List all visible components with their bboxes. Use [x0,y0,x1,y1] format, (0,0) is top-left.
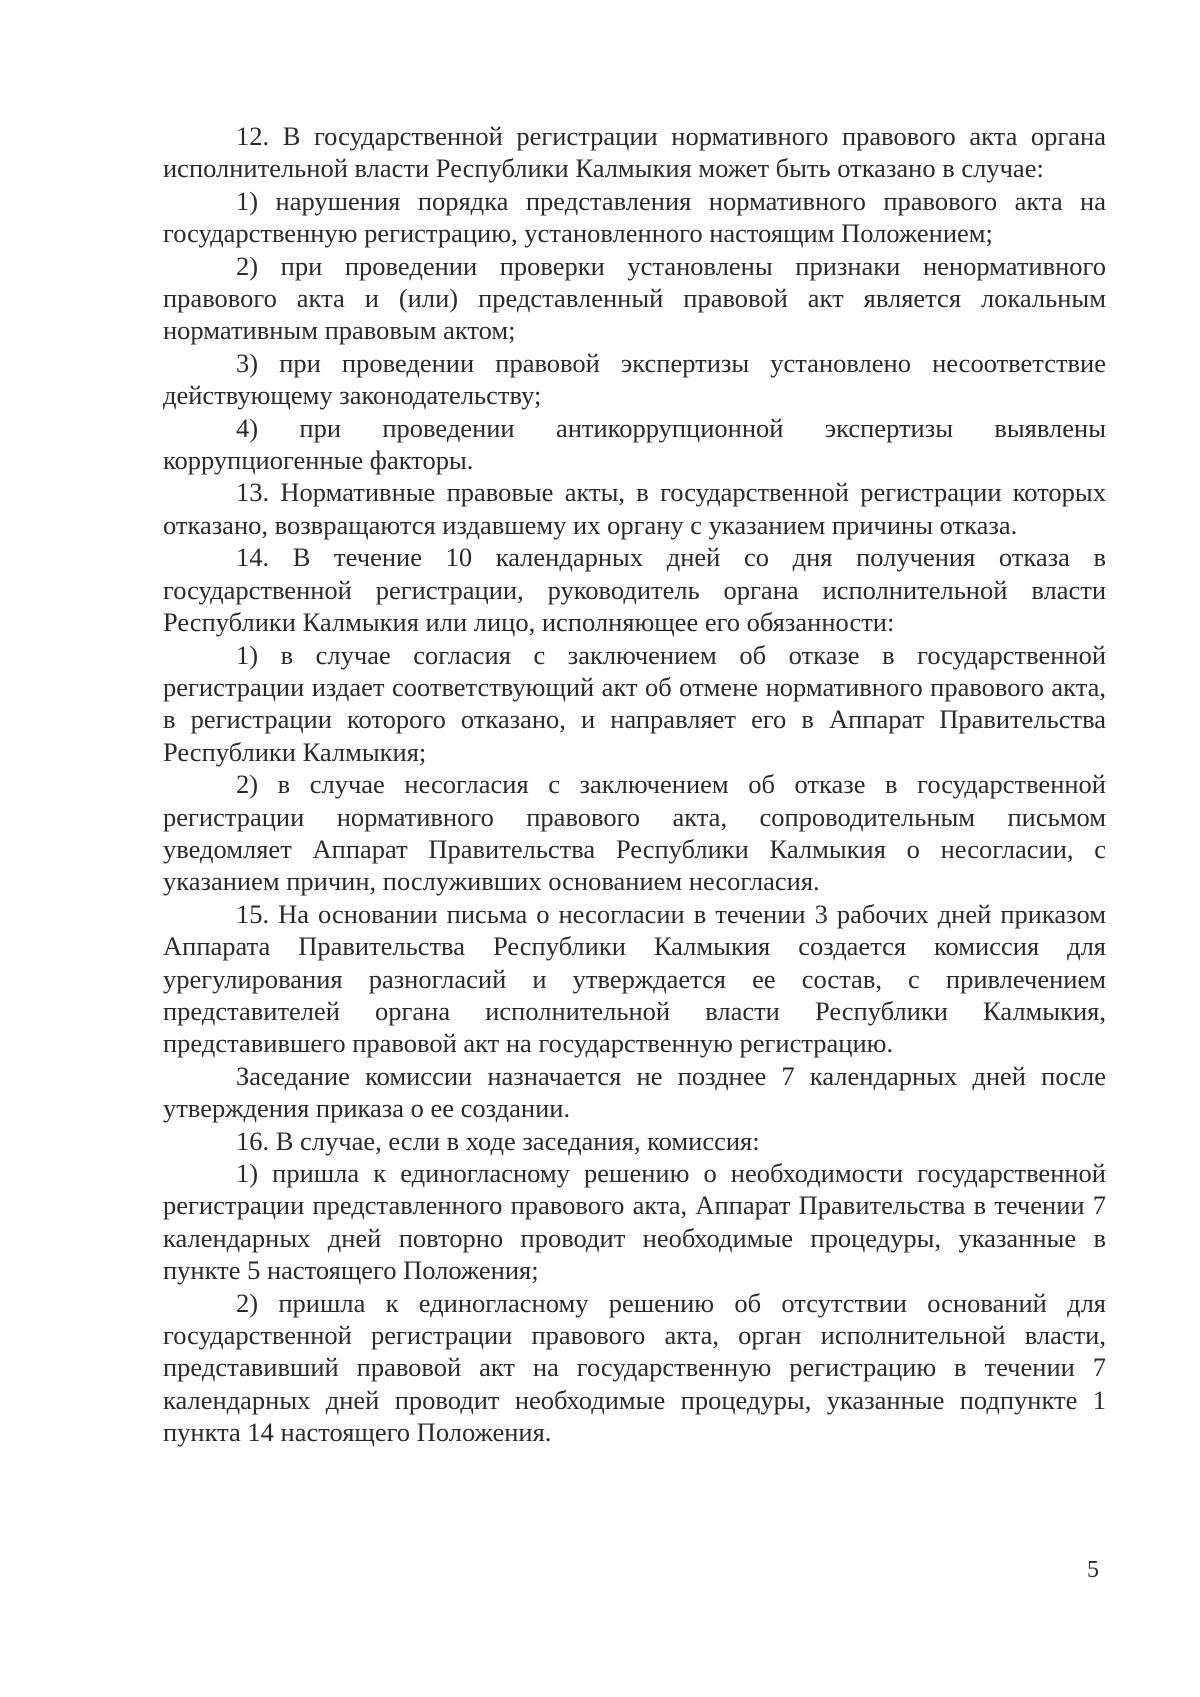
document-body [163,120,1106,1449]
paragraph-16: 16. В случае, если в ходе заседания, комиссия: [236,1125,760,1156]
paragraph-12-item-4: 4) при проведении антикоррупционной экспертизы выявлены коррупциогенные факторы. [163,412,1106,476]
paragraph-12-item-3: 3) при проведении правовой экспертизы установлено несоответствие действующему законодательству; [163,347,1106,411]
paragraph-15-continued: Заседание комиссии назначается не позднее 7 календарных дней после утверждения приказа о ее создании. [163,1060,1106,1124]
paragraph-12-item-1: 1) нарушения порядка представления нормативного правового акта на государственную регистрацию, установленного настоящим Положением; [163,185,1106,249]
paragraph-14-item-2: 2) в случае несогласия с заключением об отказе в государственной регистрации нормативного правового акта, сопроводительным письмом уведомляет Аппарат Правительства Республики Калмыкия о несогласии, с указанием причин, послуживших основанием несогласия. [163,769,1106,897]
paragraph-14: 14. В течение 10 календарных дней со дня получения отказа в государственной регистрации, руководитель органа исполнительной власти Республики Калмыкия или лицо, исполняющее его обязанности: [163,542,1106,638]
paragraph-16-item-2: 2) пришла к единогласному решению об отсутствии оснований для государственной регистрации правового акта, орган исполнительной власти, представивший правовой акт на государственную регистрацию в течении 7 календарных дней проводит необходимые процедуры, указанные подпункте 1 пункта 14 настоящего Положения. [163,1287,1106,1448]
paragraph-12: 12. В государственной регистрации нормативного правового акта органа исполнительной власти Республики Калмыкия может быть отказано в случае: [163,121,1106,184]
page-number: 5 [1087,1557,1099,1583]
paragraph-15: 15. На основании письма о несогласии в течении 3 рабочих дней приказом Аппарата Правительства Республики Калмыкия создается комиссия для урегулирования разногласий и утверждается ее состав, с привлечением представителей органа исполнительной власти Республики Калмыкия, представившего правовой акт на государственную регистрацию. [163,898,1106,1059]
paragraph-14-item-1: 1) в случае согласия с заключением об отказе в государственной регистрации издает соответствующий акт об отмене нормативного правового акта, в регистрации которого отказано, и направляет его в Аппарат Правительства Республики Калмыкия; [163,639,1106,767]
paragraph-12-item-2: 2) при проведении проверки установлены признаки ненормативного правового акта и (или) представленный правовой акт является локальным нормативным правовым актом; [163,250,1106,346]
paragraph-16-item-1: 1) пришла к единогласному решению о необходимости государственной регистрации представленного правового акта, Аппарат Правительства в течении 7 календарных дней повторно проводит необходимые процедуры, указанные в пункте 5 настоящего Положения; [163,1158,1106,1286]
paragraph-13: 13. Нормативные правовые акты, в государственной регистрации которых отказано, возвращаются издавшему их органу с указанием причины отказа. [163,477,1106,540]
